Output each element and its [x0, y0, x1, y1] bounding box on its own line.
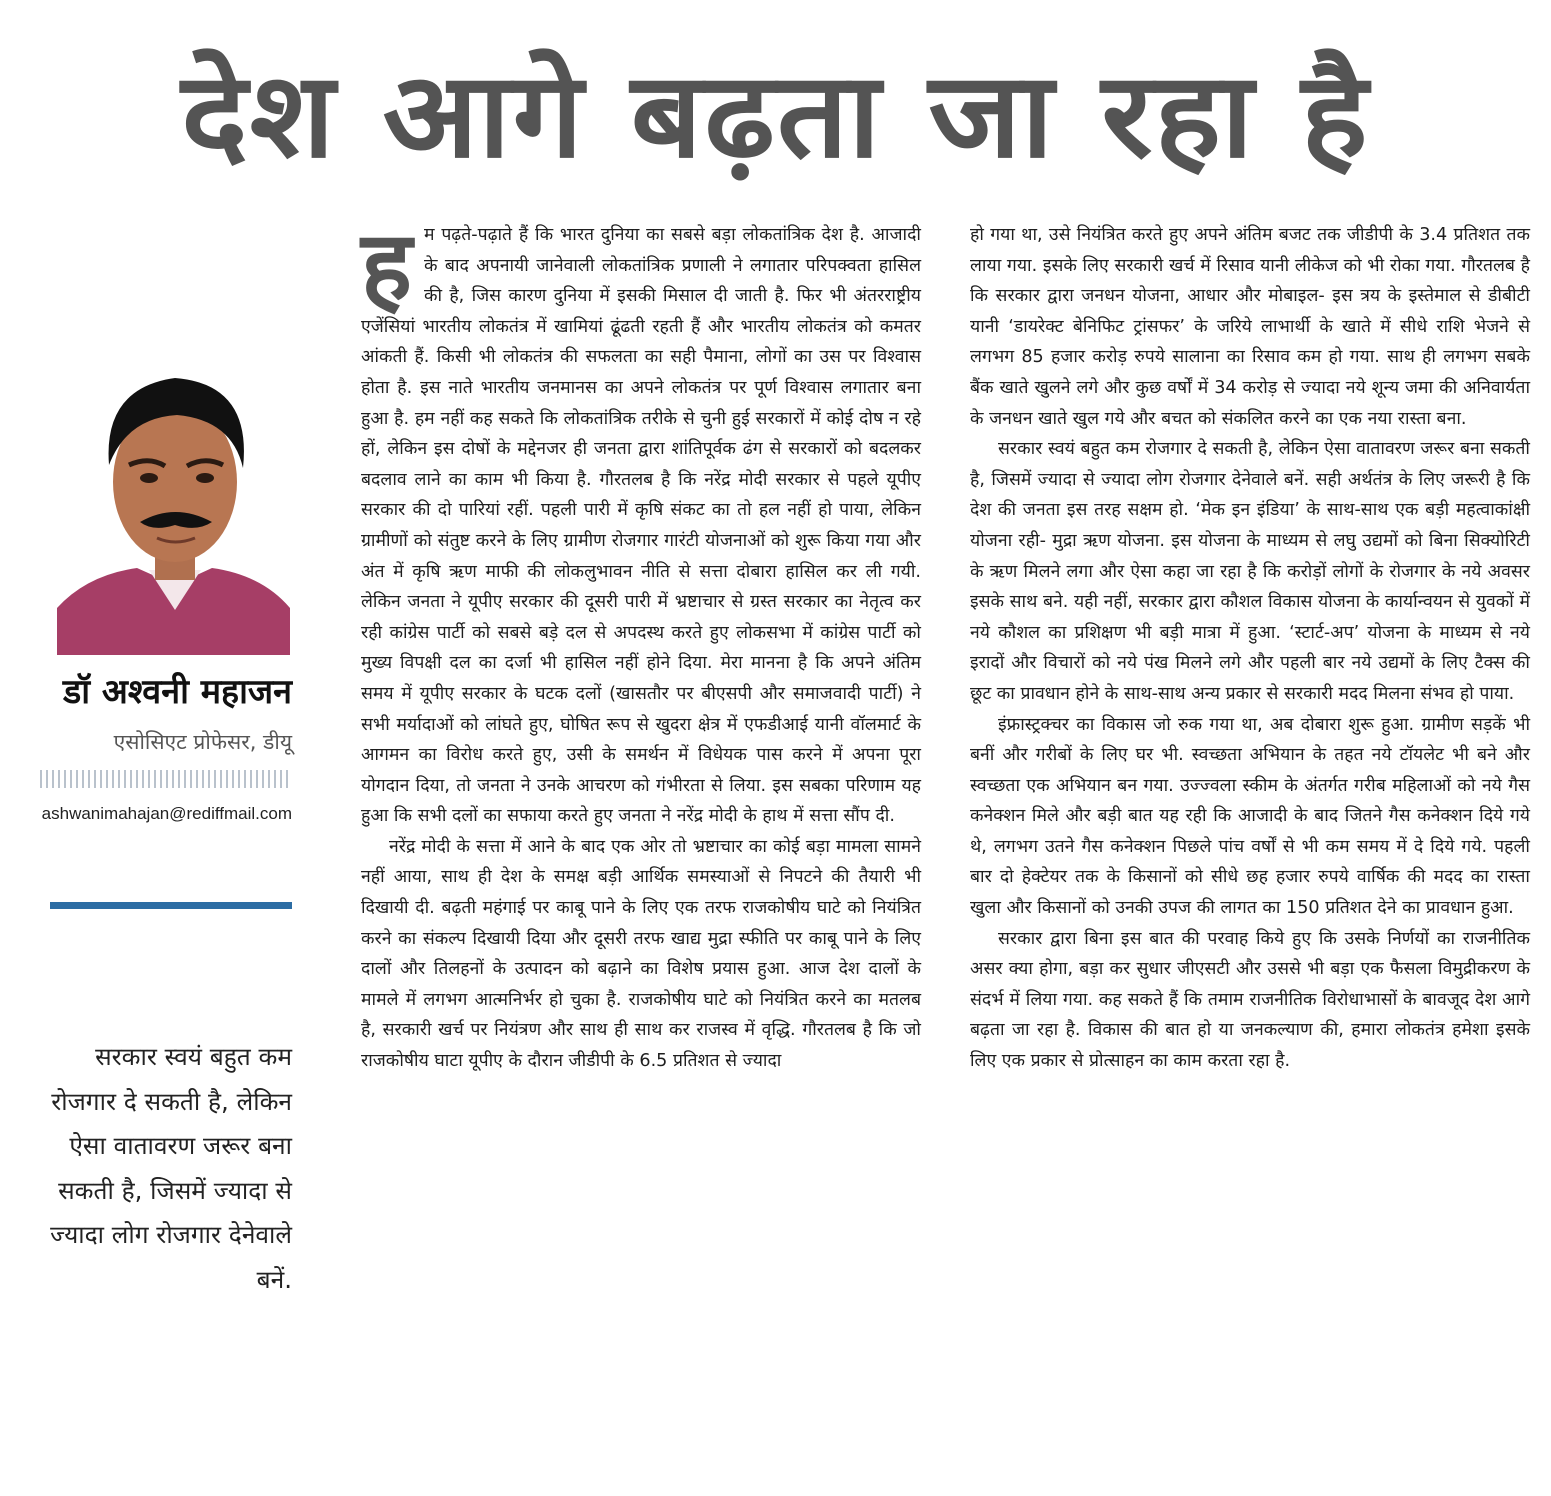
- article-paragraph: नरेंद्र मोदी के सत्ता में आने के बाद एक ओर तो भ्रष्टाचार का कोई बड़ा मामला सामने नहीं आया, साथ ही देश के समक्ष बड़ी आर्थिक समस्याओं से निपटने की तैयारी भी दिखायी दी. बढ़ती महंगाई पर काबू पाने के लिए एक तरफ राजकोषीय घाटे को नियंत्रित करने का संकल्प दिखायी दिया और दूसरी तरफ खाद्य मुद्रा स्फीति पर काबू पाने के लिए दालों और तिलहनों के उत्पादन को बढ़ाने का विशेष प्रयास हुआ. आज देश दालों के मामले में लगभग आत्मनिर्भर हो चुका है. राजकोषीय घाटे को नियंत्रित करने का मतलब है, सरकारी खर्च पर नियंत्रण और साथ ही साथ कर राजस्व में वृद्धि. गौरतलब है कि जो राजकोषीय घाटा यूपीए के दौरान जीडीपी के 6.5 प्रतिशत से ज्यादा: [361, 836, 921, 1072]
- accent-rule: [50, 902, 292, 909]
- article-paragraph: म पढ़ते-पढ़ाते हैं कि भारत दुनिया का सबसे बड़ा लोकतांत्रिक देश है. आजादी के बाद अपनायी जानेवाली लोकतांत्रिक प्रणाली ने लगातार परिपक्वता हासिल की है, जिस कारण दुनिया में इसकी मिसाल दी जाती है. फिर भी अंतरराष्ट्रीय एजेंसियां भारतीय लोकतंत्र में खामियां ढूंढती रहती हैं और भारतीय लोकतंत्र को कमतर आंकती हैं. किसी भी लोकतंत्र की सफलता का सही पैमाना, लोगों का उस पर विश्वास होता है. इस नाते भारतीय जनमानस का अपने लोकतंत्र पर पूर्ण विश्वास लगातार बना हुआ है. हम नहीं कह सकते कि लोकतांत्रिक तरीके से चुनी हुई सरकारों में कोई दोष न रहे हों, लेकिन इस दोषों के मद्देनजर ही जनता द्वारा शांतिपूर्वक ढंग से सरकारों को बदलकर बदलाव लाने का काम भी किया है. गौरतलब है कि नरेंद्र मोदी सरकार से पहले यूपीए सरकार की दो पारियां रहीं. पहली पारी में कृषि संकट का तो हल नहीं हो पाया, लेकिन ग्रामीणों को संतुष्ट करने के लिए ग्रामीण रोजगार गारंटी योजनाओं को शुरू किया गया और अंत में कृषि ऋण माफी की लोकलुभावन नीति से सत्ता दोबारा हासिल कर ली गयी. लेकिन जनता ने यूपीए सरकार की दूसरी पारी में भ्रष्टाचार से ग्रस्त सरकार का नेतृत्व कर रही कांग्रेस पार्टी को सबसे बड़े दल से अपदस्थ करते हुए लोकसभा में कांग्रेस पार्टी को मुख्य विपक्षी दल का दर्जा भी हासिल नहीं होने दिया. मेरा मानना है कि अपने अंतिम समय में यूपीए सरकार के घटक दलों (खासतौर पर बीएसपी और समाजवादी पार्टी) ने सभी मर्यादाओं को लांघते हुए, घोषित रूप से खुदरा क्षेत्र में एफडीआई यानी वॉलमार्ट के आगमन का विरोध करते हुए, उसी के समर्थन में विधेयक पास करने में अपना पूरा योगदान दिया, तो जनता ने उनके आचरण को गंभीरता से लिया. इस सबका परिणाम यह हुआ कि सभी दलों का सफाया करते हुए जनता ने नरेंद्र मोदी के हाथ में सत्ता सौंप दी.: [361, 225, 921, 827]
- article-paragraph: सरकार स्वयं बहुत कम रोजगार दे सकती है, लेकिन ऐसा वातावरण जरूर बना सकती है, जिसमें ज्यादा से ज्यादा लोग रोजगार देनेवाले बनें. सही अर्थतंत्र के लिए जरूरी है कि देश की जनता इस तरह सक्षम हो. ‘मेक इन इंडिया’ के साथ-साथ एक बड़ी महत्वाकांक्षी योजना रही- मुद्रा ऋण योजना. इस योजना के माध्यम से लघु उद्यमों को बिना सिक्योरिटी के ऋण मिलने लगा और ऐसा कहा जा रहा है कि करोड़ों लोगों के रोजगार के नये अवसर इसके साथ बने. यही नहीं, सरकार द्वारा कौशल विकास योजना के कार्यान्वयन से युवकों में नये कौशल का प्रशिक्षण भी बड़ी मात्रा में हुआ. ‘स्टार्ट-अप’ योजना के माध्यम से नये इरादों और विचारों को नये पंख मिलने लगे और पहली बार नये उद्यमों के लिए टैक्स की छूट का प्रावधान होने के साथ-साथ अन्य प्रकार से सरकारी मदद मिलना संभव हो पाया.: [970, 439, 1530, 704]
- article-paragraph: इंफ्रास्ट्रक्चर का विकास जो रुक गया था, अब दोबारा शुरू हुआ. ग्रामीण सड़कें भी बनीं और गरीबों के लिए घर भी. स्वच्छता अभियान के तहत नये टॉयलेट भी बने और स्वच्छता एक अभियान बन गया. उज्ज्वला स्कीम के अंतर्गत गरीब महिलाओं को नये गैस कनेक्शन मिले और बड़ी बात यह रही कि आजादी के बाद जितने गैस कनेक्शन दिये गये थे, लगभग उतने गैस कनेक्शन पिछले पांच वर्षों से भी कम समय में दे दिये गये. पहली बार दो हेक्टेयर तक के किसानों को सीधे छह हजार रुपये वार्षिक की मदद का रास्ता खुला और किसानों को उनकी उपज की लागत का 150 प्रतिशत देने का प्रावधान हुआ.: [970, 714, 1530, 919]
- article-column-right: [970, 220, 1530, 1077]
- author-portrait-icon: [57, 370, 290, 655]
- author-email: ashwanimahajan@rediffmail.com: [41, 804, 292, 823]
- article-column-left: [361, 210, 921, 1077]
- author-designation: एसोसिएट प्रोफेसर, डीयू: [113, 730, 292, 754]
- author-name: डॉ अश्वनी महाजन: [63, 672, 292, 712]
- dropcap: ह: [361, 210, 412, 322]
- decorative-divider: [40, 770, 292, 788]
- article-paragraph: हो गया था, उसे नियंत्रित करते हुए अपने अंतिम बजट तक जीडीपी के 3.4 प्रतिशत तक लाया गया. इसके लिए सरकारी खर्च में रिसाव यानी लीकेज को भी रोका गया. गौरतलब है कि सरकार द्वारा जनधन योजना, आधार और मोबाइल- इस त्रय के इस्तेमाल से डीबीटी यानी ‘डायरेक्ट बेनिफिट ट्रांसफर’ के जरिये लाभार्थी के खाते में सीधे राशि भेजने से लगभग 85 हजार करोड़ रुपये सालाना का रिसाव कम हो गया. साथ ही लगभग सबके बैंक खाते खुलने लगे और कुछ वर्षों में 34 करोड़ से ज्यादा नये शून्य जमा की अनिवार्यता के जनधन खाते खुल गये और बचत को संकलित करने का एक नया रास्ता बना.: [970, 225, 1530, 429]
- headline: देश आगे बढ़ता जा रहा है: [181, 46, 1370, 184]
- pull-quote: सरकार स्वयं बहुत कम रोजगार दे सकती है, लेकिन ऐसा वातावरण जरूर बना सकती है, जिसमें ज्यादा से ज्यादा लोग रोजगार देनेवाले बनें.: [50, 1042, 292, 1294]
- article-paragraph: सरकार द्वारा बिना इस बात की परवाह किये हुए कि उसके निर्णयों का राजनीतिक असर क्या होगा, बड़ा कर सुधार जीएसटी और उससे भी बड़ा एक फैसला विमुद्रीकरण के संदर्भ में लिया गया. कह सकते हैं कि तमाम राजनीतिक विरोधाभासों के बावजूद देश आगे बढ़ता जा रहा है. विकास की बात हो या जनकल्याण की, हमारा लोकतंत्र हमेशा इसके लिए एक प्रकार से प्रोत्साहन का काम करता रहा है.: [970, 928, 1530, 1072]
- author-photo: [57, 370, 290, 655]
